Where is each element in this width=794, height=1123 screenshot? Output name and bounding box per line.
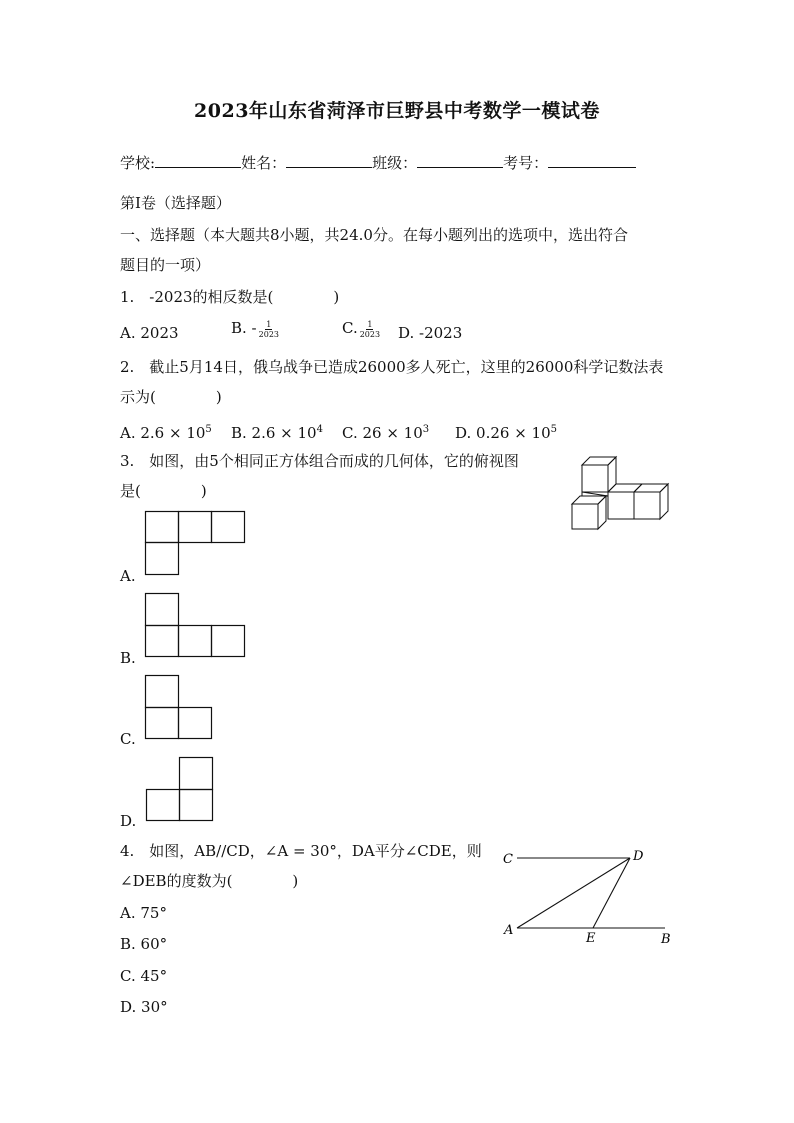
q1-option-b-prefix: B. - [231,319,257,337]
fraction-denominator: 2023 [359,329,381,339]
q2-option-a-base: A. 2.6 × 10 [120,424,206,442]
q4-option-b[interactable]: B. 60° [120,935,168,953]
q1-option-a[interactable]: A. 2023 [120,324,179,342]
cube-face [634,492,660,519]
student-info-line [120,153,636,173]
class-blank[interactable] [417,153,503,168]
fraction-numerator: 1 [367,319,373,329]
school-blank[interactable] [155,153,241,168]
line-de [593,858,630,928]
q2-option-b-exponent: 4 [316,424,323,435]
cube-face [582,457,616,465]
q3-option-b-figure[interactable] [145,593,245,658]
q2-option-b[interactable] [231,420,323,443]
part-heading-line1: 一、选择题（本大题共8小题，共24.0分。在每小题列出的选项中，选出符合 [120,226,628,244]
q2-option-d[interactable] [455,420,557,443]
class-label: 班级： [372,154,418,172]
cube-face [572,504,598,529]
q3-option-b-label[interactable]: B. [120,649,136,667]
name-blank[interactable] [286,153,372,168]
cube-face [660,484,668,519]
q3-option-d-label[interactable]: D. [120,812,137,830]
q1-option-c-prefix: C. [342,319,358,337]
number-label: 考号： [503,154,549,172]
cube-face [582,492,608,496]
point-label-d: D [633,849,644,864]
school-label: 学校: [120,154,156,172]
q1-option-c[interactable] [342,318,382,339]
page-title: 2023年山东省菏泽市巨野县中考数学一模试卷 [194,100,600,122]
point-label-a: A [504,923,514,938]
q4-option-a[interactable]: A. 75° [120,904,167,922]
q2-option-d-exponent: 5 [550,424,557,435]
q2-option-c-exponent: 3 [422,424,430,435]
q1-option-b[interactable] [231,318,281,339]
cube-face [582,465,608,492]
q3-stem-line1: 3. 如图，由5个相同正方体组合而成的几何体，它的俯视图 [120,452,519,470]
fraction-numerator: 1 [266,319,272,329]
q2-option-a[interactable] [120,420,212,443]
q4-stem-line1: 4. 如图，AB//CD，∠A = 30°，DA平分∠CDE，则 [120,842,482,860]
section-heading: 第Ⅰ卷（选择题） [120,194,231,212]
line-ad [517,858,630,928]
point-label-e: E [586,931,596,946]
q3-option-d-figure[interactable] [145,757,215,822]
q1-option-d[interactable]: D. -2023 [398,324,463,342]
q4-option-c[interactable]: C. 45° [120,967,168,985]
number-blank[interactable] [548,153,636,168]
q4-stem-line2: ∠DEB的度数为( ) [120,872,299,890]
cube-face [608,457,616,492]
q3-option-c-label[interactable]: C. [120,730,136,748]
q4-option-d[interactable]: D. 30° [120,998,168,1016]
q3-option-a-figure[interactable] [145,511,245,576]
q1-option-c-fraction [360,320,380,339]
q2-option-d-base: D. 0.26 × 10 [455,424,551,442]
point-label-b: B [661,932,671,947]
q1-option-b-fraction [259,320,279,339]
q3-solid-figure [570,455,674,533]
cube-face [608,484,642,492]
q3-stem-line2: 是( ) [120,482,207,500]
q2-stem-line1: 2. 截止5月14日，俄乌战争已造成26000多人死亡，这里的26000科学记数法表 [120,358,664,376]
q2-option-b-base: B. 2.6 × 10 [231,424,317,442]
q1-stem: 1. -2023的相反数是( ) [120,288,340,306]
cube-face [634,484,668,492]
fraction-denominator: 2023 [258,329,279,339]
q2-option-c[interactable] [342,420,429,443]
point-label-c: C [503,852,513,867]
q3-option-c-figure[interactable] [145,675,213,740]
q2-stem-line2: 示为( ) [120,388,222,406]
q4-geometry-figure [500,845,680,950]
cube-face [572,496,606,504]
cube-face [598,496,606,529]
part-heading-line2: 题目的一项） [120,256,211,274]
cube-face [608,492,634,519]
q2-option-a-exponent: 5 [205,424,212,435]
q2-option-c-base: C. 26 × 10 [342,424,423,442]
name-label: 姓名： [241,154,287,172]
q3-option-a-label[interactable]: A. [120,567,136,585]
